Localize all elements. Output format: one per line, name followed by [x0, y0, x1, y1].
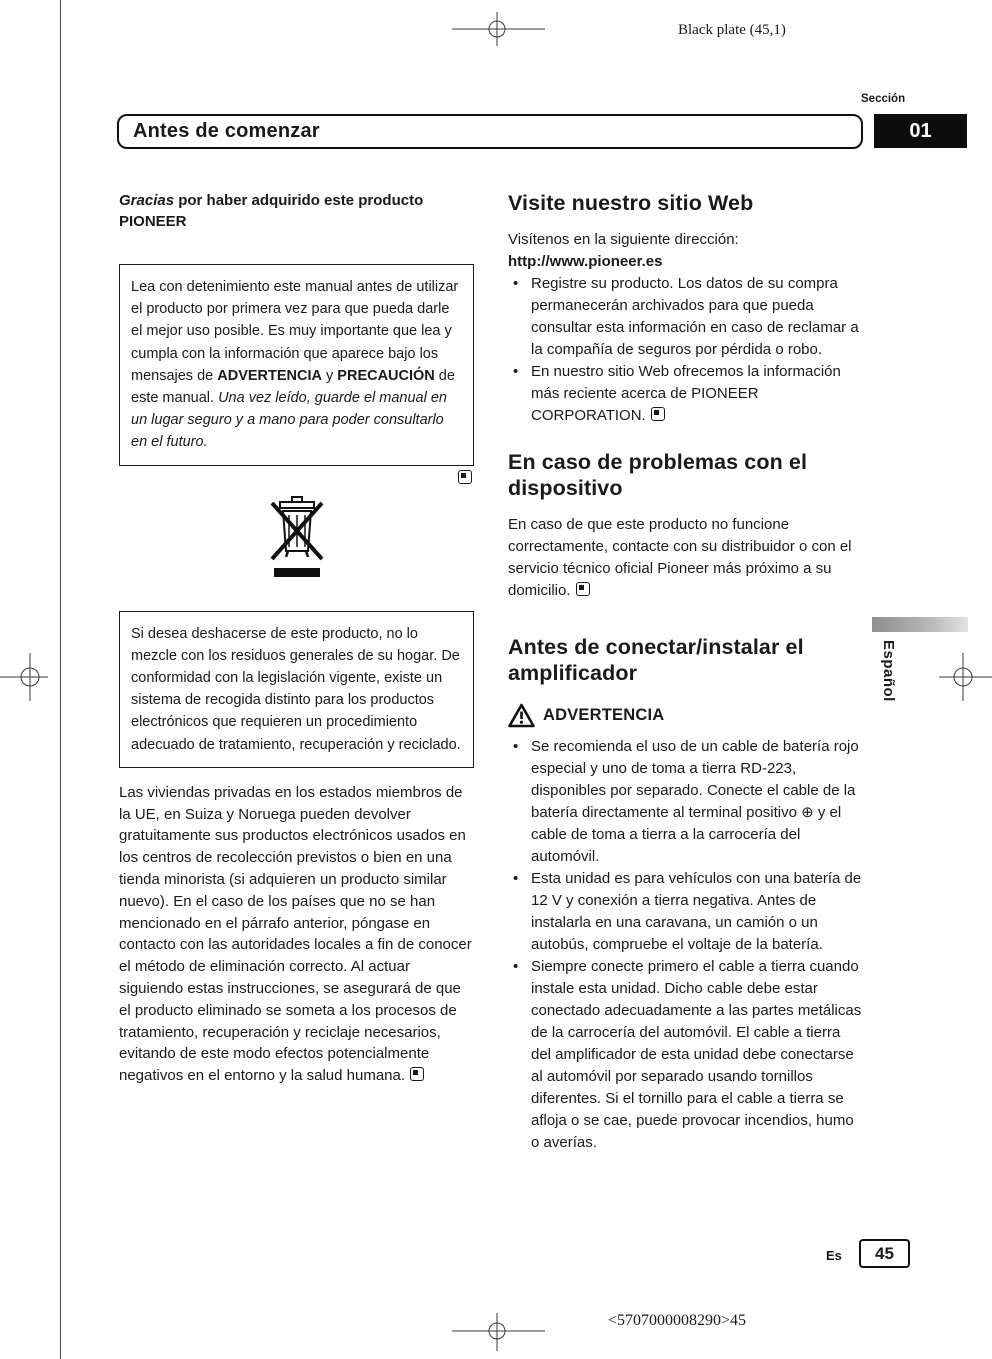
section-end-icon — [410, 1067, 424, 1081]
intro-rest: por haber adquirido este producto — [174, 192, 424, 209]
warning-label: ADVERTENCIA — [543, 705, 665, 724]
registration-mark-bottom-icon — [452, 1312, 545, 1352]
disposal-note-box — [119, 611, 474, 768]
note-bold-advertencia: ADVERTENCIA — [217, 367, 322, 384]
section-end-icon — [576, 582, 590, 596]
right-column — [508, 190, 863, 1154]
website-url: http://www.pioneer.es — [508, 252, 663, 270]
note-bold-precaucion: PRECAUCIÓN — [337, 367, 435, 384]
weee-symbol — [119, 490, 474, 587]
problems-body — [508, 514, 863, 602]
left-column — [119, 190, 474, 1154]
note-text-1: Lea con detenimiento este manual antes de utilizar el producto por primera vez para que pueda darle el mejor uso posible. Es muy importante que lea y cumpla con la información que aparece bajo los mensajes de — [131, 279, 459, 384]
registration-mark-left-icon — [0, 653, 48, 701]
language-tab-bar — [872, 617, 968, 632]
plate-note: Black plate (45,1) — [678, 22, 786, 38]
section-end-icon — [651, 407, 665, 421]
page-title: Antes de comenzar — [133, 120, 320, 142]
disposal-paragraph-text: Las viviendas privadas en los estados miembros de la UE, en Suiza y Noruega pueden devolver gratuitamente sus productos electrónicos usados en los centros de recolección previstos o bien en una tienda minorista (si adquieren un producto similar nuevo). En el caso de los países que no se han mencionado en el párrafo anterior, póngase en contacto con las autoridades locales a fin de conocer el método de eliminación correcto. Al actuar siguiendo estas instrucciones, se asegurará de que el producto eliminado se someta a los procesos de tratamiento, recuperación y reciclaje necesarios, evitando de este modo efectos potencialmente negativos en el entorno y la salud humana. — [119, 783, 472, 1085]
problems-body-text: En caso de que este producto no funcione correctamente, contacte con su distribuidor o con el servicio técnico oficial Pioneer más próximo a su domicilio. — [508, 515, 852, 599]
bullet-text: Siempre conecte primero el cable a tierra cuando instale esta unidad. Dicho cable debe estar conectado adecuadamente a las partes metálicas de la carrocería del automóvil. El cable a tierra del amplificador de esta unidad debe conectarse al automóvil por separado usando tornillos diferentes. Si el tornillo para el cable a tierra se afloja o se cae, puede provocar incendios, humo o averías. — [531, 957, 862, 1151]
section-end-row — [119, 470, 472, 488]
page-title-box — [117, 114, 863, 149]
language-label: Español — [880, 640, 897, 702]
disposal-paragraph — [119, 782, 474, 1087]
note-text-2: y — [321, 367, 338, 384]
website-bullet-list — [508, 273, 863, 427]
heading-website: Visite nuestro sitio Web — [508, 191, 754, 215]
list-item — [508, 956, 863, 1154]
caution-note-box — [119, 264, 474, 466]
weee-crossed-bin-icon — [267, 490, 327, 582]
list-item — [508, 273, 863, 361]
list-item — [508, 361, 863, 427]
warning-triangle-icon — [508, 703, 535, 728]
registration-mark-top-icon — [452, 11, 545, 47]
bullet-text: Se recomienda el uso de un cable de batería rojo especial y uno de toma a tierra RD-223, disponibles por separado. Conecte el cable de la batería directamente al terminal positivo ⊕ y el cable de toma a tierra a la carrocería del automóvil. — [531, 737, 859, 865]
section-number-badge: 01 — [874, 114, 967, 148]
registration-mark-right-icon — [939, 653, 992, 701]
heading-problems: En caso de problemas con el dispositivo — [508, 449, 808, 500]
note-text-3: de este manual. — [131, 367, 455, 407]
warning-heading — [508, 703, 863, 728]
disposal-note-text: Si desea deshacerse de este producto, no lo mezcle con los residuos generales de su hogar. De conformidad con la legislación vigente, existe un sistema de recogida distinto para los productos electrónicos que requieren un procedimiento adecuado de tratamiento, recuperación y reciclado. — [131, 625, 461, 753]
page-number: 45 — [859, 1239, 910, 1268]
warning-bullet-list — [508, 736, 863, 1154]
heading-connect: Antes de conectar/instalar el amplificador — [508, 634, 804, 685]
barcode-note: <5707000008290>45 — [608, 1312, 747, 1329]
intro-paragraph — [119, 190, 474, 232]
website-intro: Visítenos en la siguiente dirección: — [508, 230, 739, 248]
bullet-text: Registre su producto. Los datos de su compra permanecerán archivados para que pueda consultar esta información en caso de reclamar a la compañía de seguros por pérdida o robo. — [531, 274, 859, 358]
left-crop-line — [60, 0, 61, 1359]
bullet-text: Esta unidad es para vehículos con una batería de 12 V y conexión a tierra negativa. Antes de instalarla en una caravana, un camión o un autobús, compruebe el voltaje de la batería. — [531, 869, 862, 953]
footer-language-code: Es — [826, 1248, 842, 1263]
intro-brand: PIONEER — [119, 213, 187, 230]
note-italic: Una vez leído, guarde el manual en un lugar seguro y a mano para poder consultarlo en el futuro. — [131, 390, 447, 451]
list-item — [508, 736, 863, 868]
section-label: Sección — [861, 93, 906, 105]
list-item — [508, 868, 863, 956]
section-end-icon — [458, 470, 472, 484]
intro-lead: Gracias — [119, 192, 175, 209]
content-area — [119, 190, 863, 1154]
bullet-text: En nuestro sitio Web ofrecemos la información más reciente acerca de PIONEER CORPORATION. — [531, 362, 841, 424]
